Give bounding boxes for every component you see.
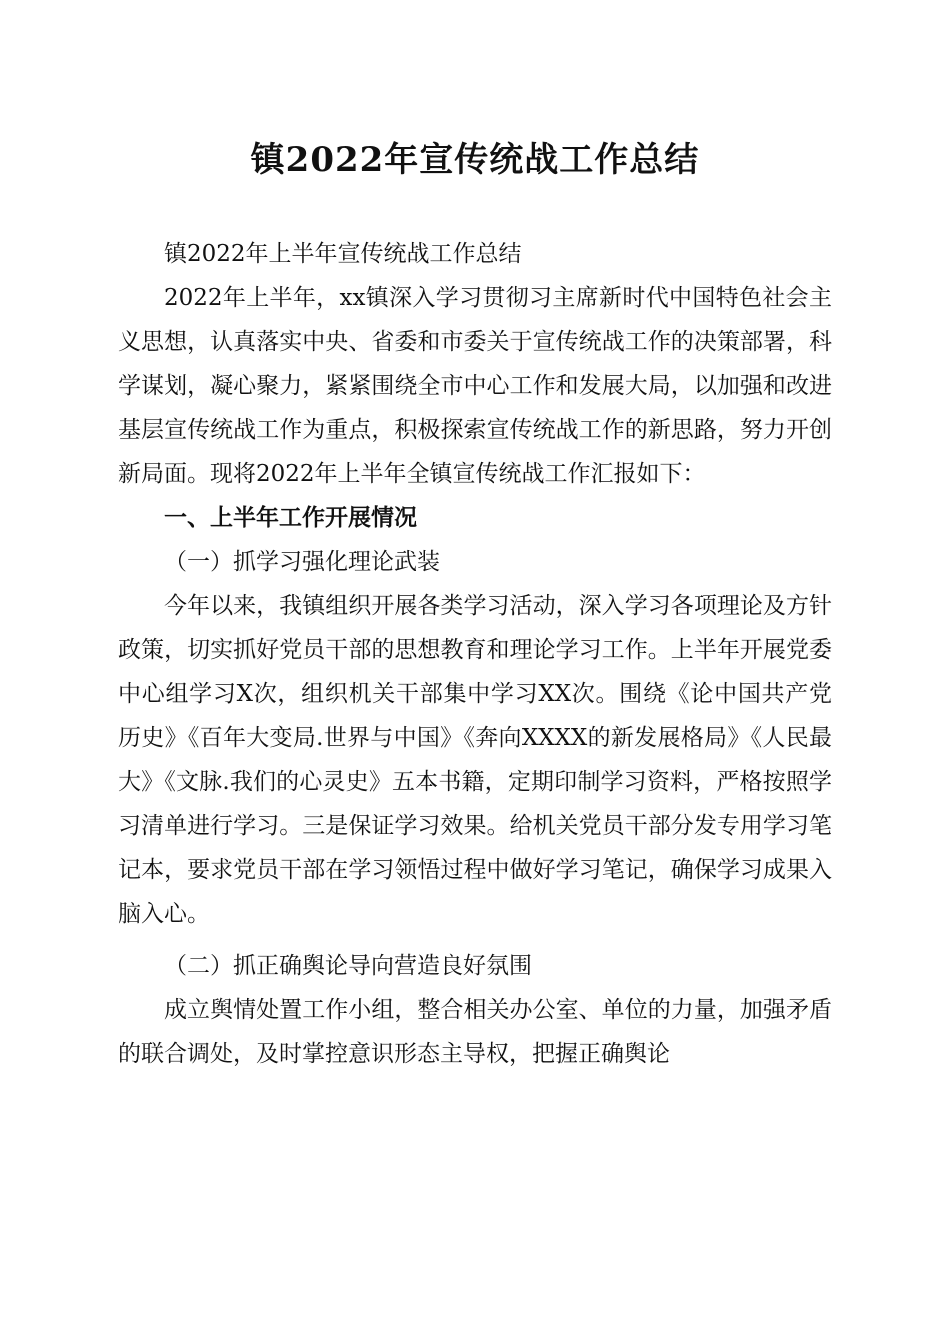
document-body [118, 232, 832, 1076]
study-paragraph: 今年以来，我镇组织开展各类学习活动，深入学习各项理论及方针政策，切实抓好党员干部的思想教育和理论学习工作。上半年开展党委中心组学习X次，组织机关干部集中学习XX次。围绕《论中国共产党历史》《百年大变局.世界与中国》《奔向XXXX的新发展格局》《人民最大》《文脉.我们的心灵史》五本书籍，定期印制学习资料，严格按照学习清单进行学习。三是保证学习效果。给机关党员干部分发专用学习笔记本，要求党员干部在学习领悟过程中做好学习笔记，确保学习成果入脑入心。 [118, 593, 832, 927]
subsection-heading-2: （二）抓正确舆论导向营造良好氛围 [164, 953, 532, 979]
subtitle-paragraph: 镇2022年上半年宣传统战工作总结 [164, 241, 522, 267]
section-heading-1: 一、上半年工作开展情况 [164, 505, 417, 531]
intro-paragraph: 2022年上半年，xx镇深入学习贯彻习主席新时代中国特色社会主义思想，认真落实中央、省委和市委关于宣传统战工作的决策部署，科学谋划，凝心聚力，紧紧围绕全市中心工作和发展大局，以加强和改进基层宣传统战工作为重点，积极探索宣传统战工作的新思路，努力开创新局面。现将2022年上半年全镇宣传统战工作汇报如下： [118, 285, 832, 487]
subsection-heading-1: （一）抓学习强化理论武装 [164, 549, 440, 575]
opinion-paragraph: 成立舆情处置工作小组，整合相关办公室、单位的力量，加强矛盾的联合调处，及时掌控意识形态主导权，把握正确舆论 [118, 997, 832, 1067]
document-title: 镇2022年宣传统战工作总结 [250, 140, 700, 180]
